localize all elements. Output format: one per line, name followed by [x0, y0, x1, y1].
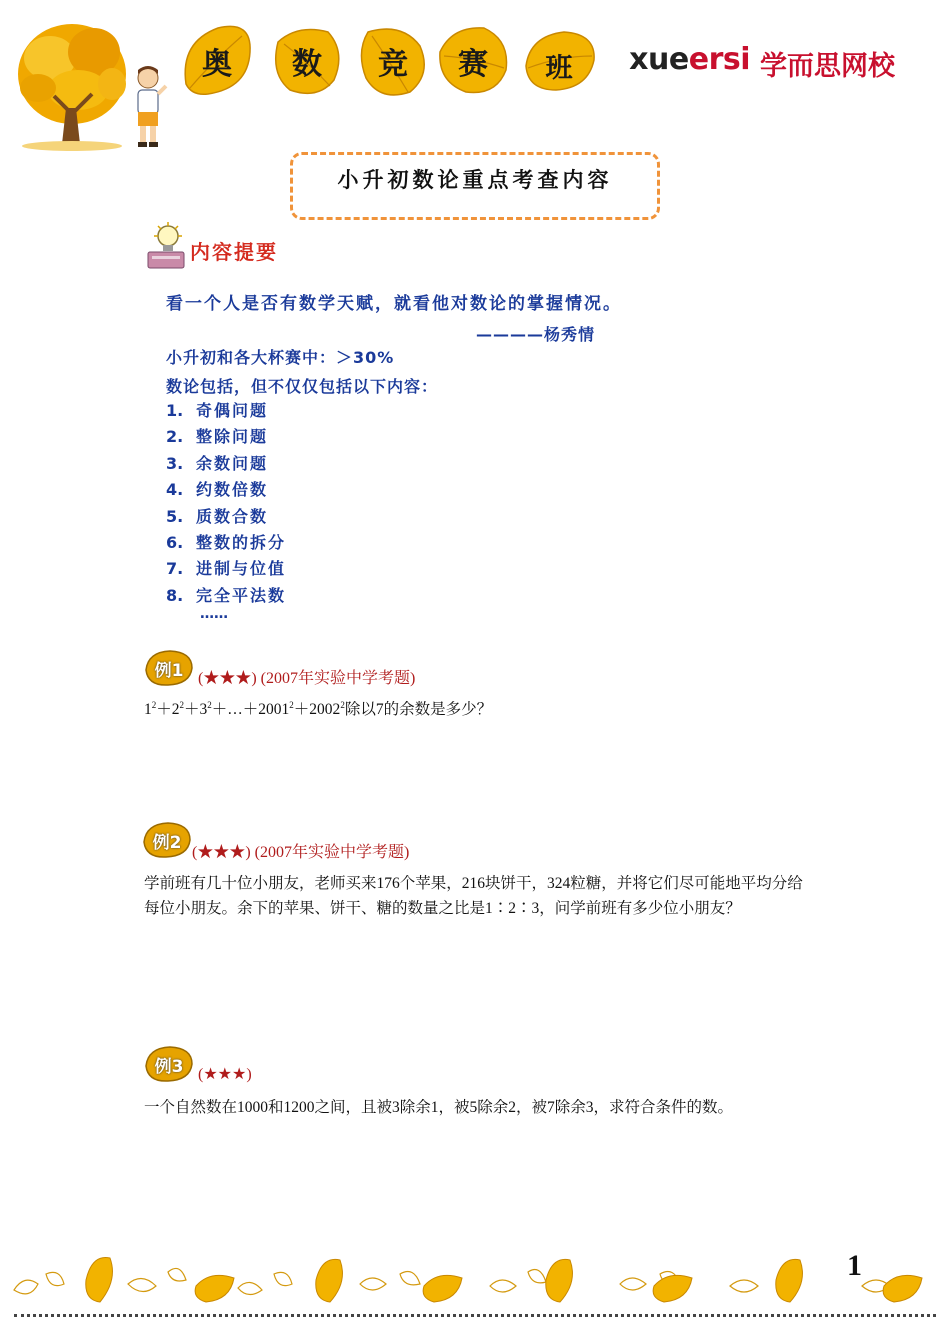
title-box: [290, 152, 660, 220]
example-badge-label: 例3: [154, 1056, 184, 1077]
math-exponent: 2: [179, 699, 185, 710]
list-item-number: 4.: [166, 480, 184, 500]
list-item-number: 7.: [166, 559, 184, 579]
example-badge: [144, 1044, 194, 1084]
list-item: [166, 451, 286, 477]
footer-leaf-border: [0, 1250, 950, 1314]
stat-text: 小升初和各大杯赛中：＞30%: [166, 348, 395, 367]
math-term: ＋…＋2001: [211, 701, 290, 718]
brand-logo-part: xue: [629, 42, 689, 77]
example-badge-label: 例1: [154, 660, 184, 681]
list-ellipsis: ……: [200, 606, 228, 622]
list-item-label: 余数问题: [196, 453, 269, 473]
math-term: 除以7的余数是多少？: [344, 701, 493, 718]
list-item: [166, 477, 286, 503]
topic-list: [166, 398, 286, 609]
list-item-label: 进制与位值: [196, 559, 287, 579]
example-question: 一个自然数在1000和1200之间，且被3除余1，被5除余2，被7除余3，求符合条件的数。: [144, 1099, 734, 1116]
leaf-badge: [434, 22, 512, 100]
math-exponent: 2: [289, 699, 294, 710]
list-item-number: 2.: [166, 427, 184, 447]
list-item: [166, 398, 286, 424]
list-item-label: 质数合数: [196, 506, 269, 526]
brand-logo-part: ersi: [688, 42, 750, 77]
list-item: [166, 530, 286, 556]
math-term: ＋2: [156, 701, 180, 718]
list-item-label: 整数的拆分: [196, 532, 287, 552]
example-meta: (★★★) (2007年实验中学考题): [198, 670, 416, 687]
leaf-char: 数: [292, 47, 322, 82]
leaf-badge: [268, 22, 346, 100]
math-exponent: 2: [340, 699, 345, 710]
example-question: [144, 697, 812, 722]
list-item-label: 奇偶问题: [196, 401, 269, 420]
leaf-badge: [178, 22, 256, 100]
math-term: ＋2002: [293, 701, 341, 718]
list-item-number: 5.: [166, 506, 184, 526]
leaf-char: 奥: [202, 47, 232, 82]
list-item-number: 8.: [166, 585, 184, 605]
leaf-char: 赛: [458, 47, 488, 82]
leaf-badge: [354, 22, 432, 100]
example-question: 学前班有几十位小朋友，老师买来176个苹果，216块饼干，324粒糖，并将它们尽可能地平均分给每位小朋友。余下的苹果、饼干、糖的数量之比是1∶2∶3，问学前班有多少位小朋友？: [144, 875, 803, 917]
example-badge: [144, 648, 194, 688]
example-badge-label: 例2: [152, 832, 182, 853]
autumn-tree-illustration: [14, 12, 132, 152]
math-exponent: 2: [207, 699, 212, 710]
list-item: [166, 556, 286, 582]
leaf-badge: [520, 26, 598, 104]
list-item: [166, 424, 286, 450]
list-item-label: 完全平法数: [196, 585, 287, 605]
example-badge: [142, 820, 192, 860]
list-item: [166, 504, 286, 530]
lightbulb-icon: [146, 222, 186, 270]
section-title: 内容提要: [190, 240, 278, 264]
brand-name: 学而思网校: [760, 51, 895, 82]
page-title: 小升初数论重点考查内容: [337, 167, 613, 192]
math-term: ＋3: [184, 701, 208, 718]
quote-text: 看一个人是否有数学天赋，就看他对数论的掌握情况。: [166, 294, 622, 314]
math-exponent: 2: [151, 699, 157, 710]
boy-illustration: [128, 64, 170, 150]
list-item-label: 约数倍数: [196, 480, 269, 500]
example-meta: (★★★) (2007年实验中学考题): [192, 844, 410, 861]
math-term: 1: [144, 701, 152, 718]
list-item-label: 整除问题: [196, 427, 269, 447]
intro-text: 数论包括，但不仅仅包括以下内容：: [166, 377, 439, 396]
leaf-char: 班: [545, 52, 573, 84]
quote-author: ————杨秀情: [476, 325, 596, 344]
list-item-number: 1.: [166, 401, 184, 420]
page-number: 1: [847, 1249, 862, 1282]
leaf-char: 竞: [378, 47, 408, 82]
list-item-number: 3.: [166, 453, 184, 473]
list-item-number: 6.: [166, 532, 184, 552]
brand-logo: [629, 42, 750, 77]
footer-divider: [14, 1314, 936, 1317]
example-meta: (★★★): [198, 1066, 252, 1083]
